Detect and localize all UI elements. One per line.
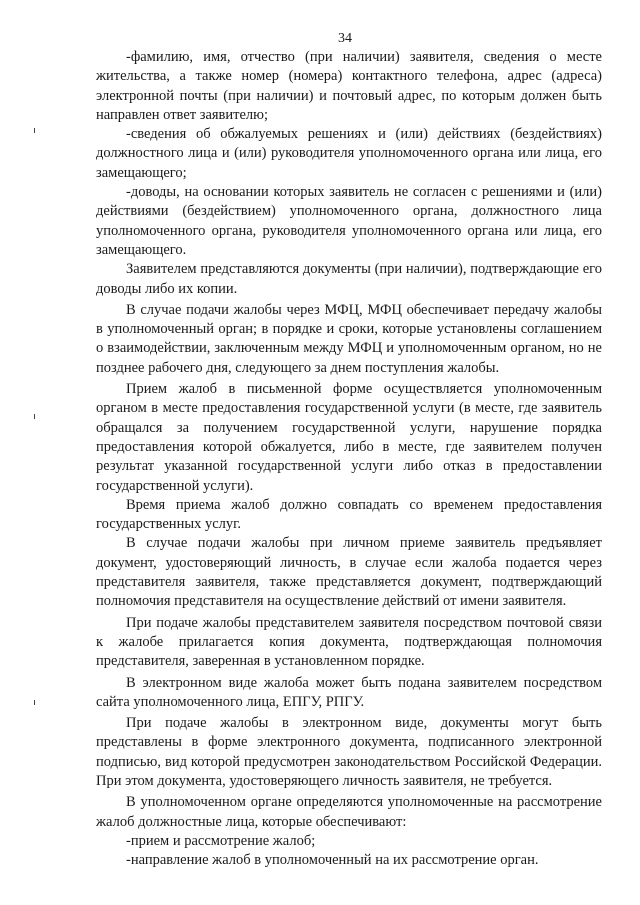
paragraph: -доводы, на основании которых заявитель не согласен с решениями и (или) действиями (бездействием) уполномоченного органа, должностного лица уполномоченного органа, руководителя уполномоченного органа или лица, его замещающего. — [96, 184, 602, 258]
margin-mark — [34, 414, 35, 419]
paragraph: В уполномоченном органе определяются уполномоченные на рассмотрение жалоб должностные лица, которые обеспечивают: — [96, 794, 602, 830]
paragraph: -направление жалоб в уполномоченный на их рассмотрение орган. — [126, 852, 539, 869]
paragraph: При подаче жалобы представителем заявителя посредством почтовой связи к жалобе прилагается копия документа, подтверждающая полномочия представителя, заверенная в установленном порядке. — [96, 614, 602, 670]
paragraph: -фамилию, имя, отчество (при наличии) заявителя, сведения о месте жительства, а также номер (номера) контактного телефона, адрес (адреса) электронной почты (при наличии) и почтовый адрес, по которым должен быть направлен ответ заявителю; — [96, 49, 602, 123]
paragraph: -прием и рассмотрение жалоб; — [126, 832, 316, 849]
paragraph: Заявителем представляются документы (при наличии), подтверждающие его доводы либо их копии. — [96, 261, 602, 297]
margin-mark — [34, 700, 35, 705]
paragraph: -сведения об обжалуемых решениях и (или) действиях (бездействиях) должностного лица и (или) руководителя уполномоченного органа или лица, его замещающего; — [96, 126, 602, 181]
paragraph: В случае подачи жалобы при личном приеме заявитель предъявляет документ, удостоверяющий личность, в случае если жалоба подается через представителя заявителя, также представляется документ, подтверждающий полномочия представителя на осуществление действий от имени заявителя. — [96, 535, 602, 610]
paragraph: Время приема жалоб должно совпадать со временем предоставления государственных услуг. — [96, 496, 602, 533]
page-number: 34 — [338, 31, 352, 46]
document-body — [96, 48, 602, 870]
paragraph: Прием жалоб в письменной форме осуществляется уполномоченным органом в месте предоставления государственной услуги (в месте, где заявитель обращался за получением государственной услуги, нарушение порядка предоставления которой обжалуется, либо в месте, где заявителем получен результат указанной государственной услуги либо отказ в предоставлении государственной услуги). — [96, 381, 602, 494]
paragraph: В электронном виде жалоба может быть подана заявителем посредством сайта уполномоченного лица, ЕПГУ, РПГУ. — [96, 674, 602, 710]
paragraph: При подаче жалобы в электронном виде, документы могут быть представлены в форме электронного документа, подписанного электронной подписью, вид которой предусмотрен законодательством Российской Федерации. При этом документа, удостоверяющего личность заявителя, не требуется. — [96, 715, 602, 789]
margin-mark — [34, 128, 35, 133]
paragraph: В случае подачи жалобы через МФЦ, МФЦ обеспечивает передачу жалобы в уполномоченный орган; в порядке и сроки, которые установлены соглашением о взаимодействии, заключенным между МФЦ и уполномоченным органом, но не позднее рабочего дня, следующего за днем поступления жалобы. — [96, 301, 602, 376]
